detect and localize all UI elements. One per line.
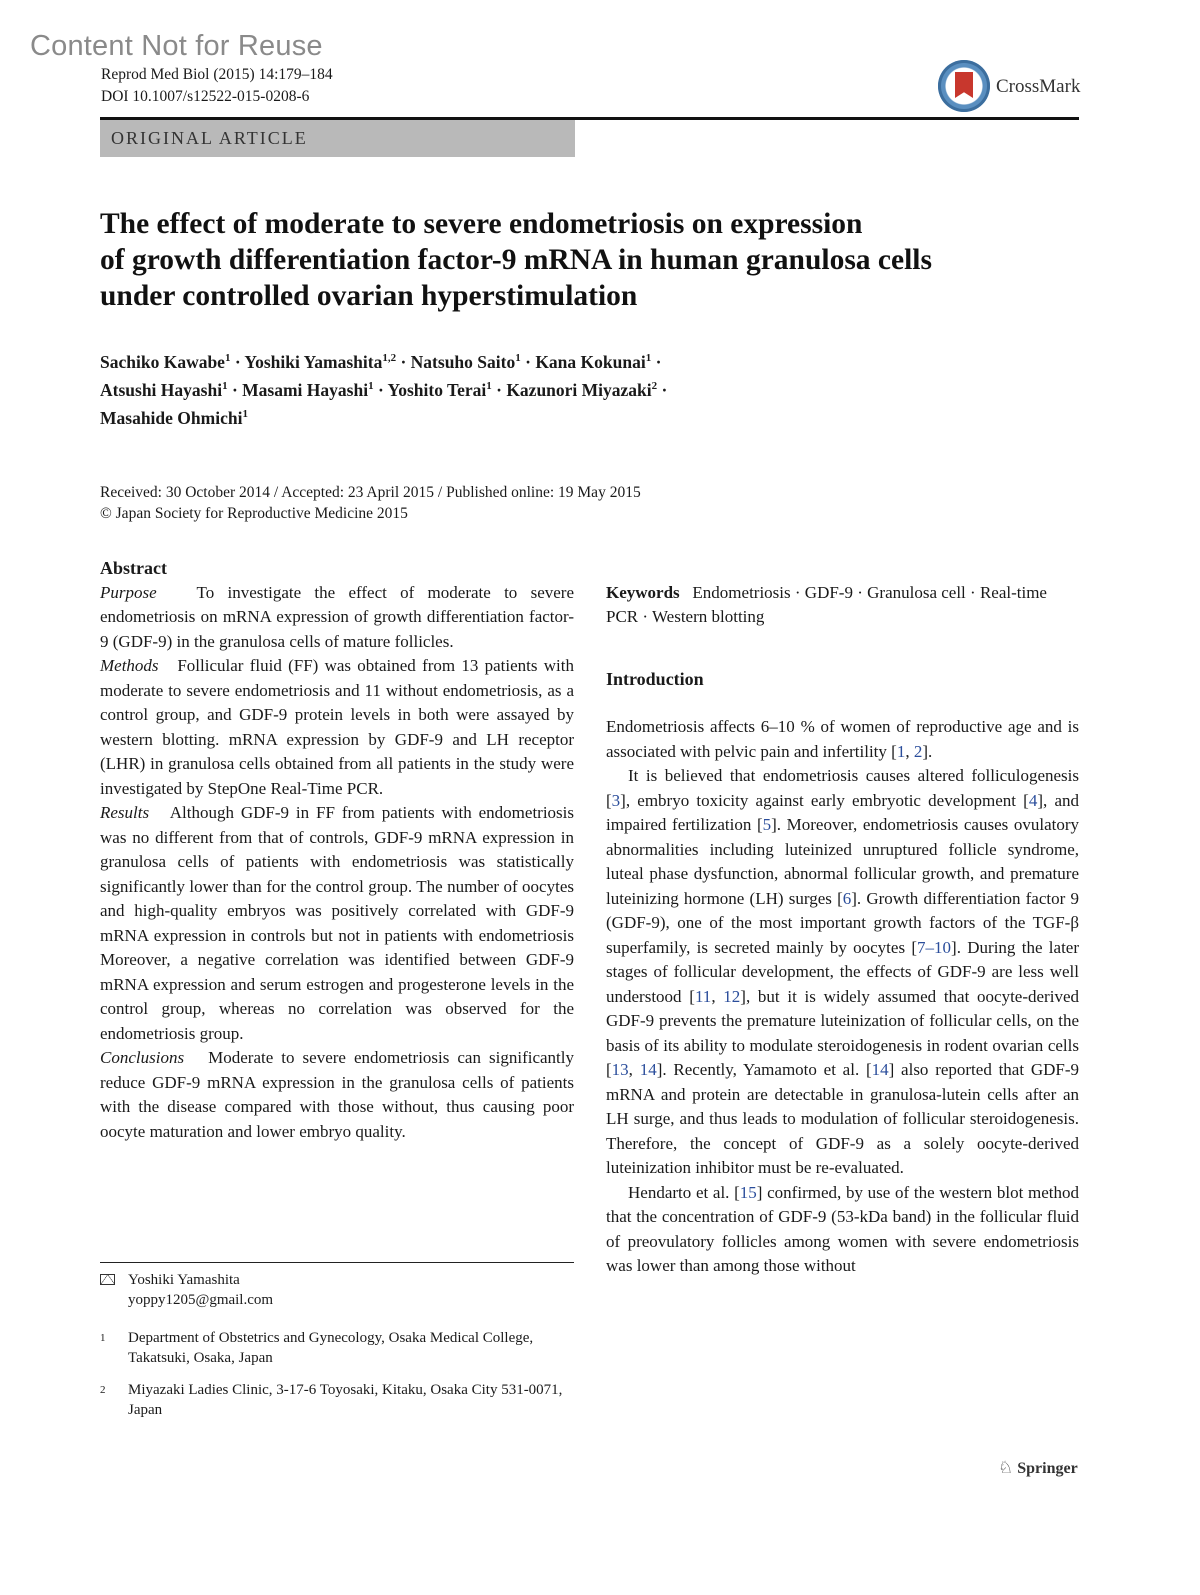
- watermark: Content Not for Reuse: [30, 30, 323, 62]
- author-affiliation: 1: [645, 352, 652, 364]
- author-name: Yoshiki Yamashita: [244, 351, 383, 372]
- citation-link[interactable]: 3: [611, 790, 621, 810]
- introduction-heading: Introduction: [606, 668, 704, 689]
- citation-link[interactable]: 12: [723, 986, 741, 1006]
- intro-paragraph: Hendarto et al. [15] confirmed, by use of the western blot method that the concentration of GDF-9 (53-kDa band) in the follicular fluid of preovulatory follicles among women with severe endometriosis was lower than among those without: [606, 1182, 1079, 1275]
- footnotes: [100, 1270, 574, 1432]
- citation-link[interactable]: 6: [842, 888, 852, 908]
- author-name: Kazunori Miyazaki: [506, 379, 652, 400]
- publisher-name: Springer: [1017, 1460, 1078, 1477]
- article-type-banner: ORIGINAL ARTICLE: [100, 120, 575, 157]
- conclusions-label: Conclusions: [100, 1048, 185, 1067]
- crossmark-badge[interactable]: [938, 60, 1088, 116]
- title-line: of growth differentiation factor-9 mRNA in human granulosa cells: [100, 244, 932, 276]
- affiliation: [100, 1380, 574, 1420]
- results-text: Although GDF-9 in FF from patients with endometriosis was no different from that of controls, GDF-9 mRNA expression in granulosa cells of patients with endometriosis was statistically significantly lower than for the control group. The number of oocytes and high-quality embryos was positively correlated with GDF-9 mRNA expression in controls but not in patients with endometriosis Moreover, a negative correlation was identified between GDF-9 mRNA expression and serum estrogen and progesterone levels in the control group, whereas no correlation was observed for the endometriosis group.: [100, 803, 575, 1043]
- affiliation-text: Department of Obstetrics and Gynecology, Osaka Medical College, Takatsuki, Osaka, Japan: [128, 1330, 534, 1366]
- abstract-purpose: [100, 581, 574, 655]
- author-separator: ·: [651, 351, 662, 372]
- author-affiliation: 1: [224, 352, 231, 364]
- author-separator: ·: [657, 379, 668, 400]
- right-column: [606, 556, 1079, 1279]
- abstract-heading: Abstract: [100, 558, 167, 578]
- corresponding-email[interactable]: yoppy1205@gmail.com: [128, 1292, 274, 1308]
- conclusions-text: Moderate to severe endometriosis can significantly reduce GDF-9 mRNA expression in the granulosa cells of patients with the disease compared with those without, thus causing poor oocyte maturation and lower embryo quality.: [100, 1048, 574, 1141]
- corresponding-author: [100, 1270, 574, 1310]
- springer-horse-icon: ♘: [998, 1458, 1014, 1477]
- crossmark-icon: [938, 60, 990, 112]
- author-name: Kana Kokunai: [535, 351, 646, 372]
- abstract-conclusions: [100, 1046, 574, 1144]
- keywords: [606, 581, 1079, 630]
- citation-link[interactable]: 2: [913, 741, 923, 761]
- abstract-methods: [100, 654, 574, 801]
- affiliation-mark: 2: [100, 1384, 106, 1396]
- citation-link[interactable]: 15: [739, 1182, 757, 1202]
- title-line: under controlled ovarian hyperstimulation: [100, 280, 638, 312]
- author-name: Yoshito Terai: [387, 379, 487, 400]
- copyright: © Japan Society for Reproductive Medicine 2015: [100, 505, 408, 522]
- author-separator: ·: [396, 351, 411, 372]
- crossmark-label: CrossMark: [996, 76, 1081, 97]
- author-separator: ·: [227, 379, 243, 400]
- purpose-text: To investigate the effect of moderate to severe endometriosis on mRNA expression of growth differentiation factor-9 (GDF-9) in the granulosa cells of mature follicles.: [100, 582, 574, 651]
- citation-link[interactable]: 7–10: [917, 937, 952, 957]
- methods-text: Follicular fluid (FF) was obtained from 13 patients with moderate to severe endometriosis and 11 without endometriosis, as a control group, and GDF-9 protein levels in both were assayed by western blotting. mRNA expression by GDF-9 and LH receptor (LHR) in granulosa cells obtained from all patients in the study were investigated by StepOne Real-Time PCR.: [100, 656, 575, 798]
- publisher-logo: [998, 1458, 1078, 1478]
- abstract-results: [100, 801, 574, 1046]
- author-affiliation: 1: [242, 407, 248, 420]
- title-line: The effect of moderate to severe endometriosis on expression: [100, 208, 863, 240]
- intro-paragraph: Endometriosis affects 6–10 % of women of reproductive age and is associated with pelvic pain and infertility [1, 2].: [606, 717, 1079, 761]
- author-affiliation: 1,2: [382, 352, 397, 364]
- results-label: Results: [100, 803, 150, 822]
- affiliation-mark: 1: [100, 1332, 106, 1344]
- author-affiliation: 1: [515, 352, 521, 364]
- author-separator: ·: [373, 379, 388, 400]
- history-dates: Received: 30 October 2014 / Accepted: 23 April 2015 / Published online: 19 May 2015: [100, 484, 641, 501]
- citation-link[interactable]: 11: [694, 986, 712, 1006]
- affiliation-text: Miyazaki Ladies Clinic, 3-17-6 Toyosaki, Kitaku, Osaka City 531-0071, Japan: [128, 1382, 563, 1418]
- article-dates: [100, 482, 641, 524]
- citation-link[interactable]: 5: [762, 815, 772, 834]
- journal-doi[interactable]: DOI 10.1007/s12522-015-0208-6: [101, 88, 310, 105]
- methods-label: Methods: [100, 656, 159, 675]
- author-affiliation: 1: [368, 379, 374, 392]
- citation-link[interactable]: 1: [896, 741, 906, 761]
- author-separator: ·: [230, 351, 245, 372]
- citation-link[interactable]: 13: [611, 1060, 629, 1079]
- envelope-icon: [100, 1270, 128, 1310]
- author-list: [100, 346, 1060, 429]
- author-name: Natsuho Saito: [410, 351, 516, 372]
- author-name: Masahide Ohmichi: [100, 407, 243, 428]
- citation-link[interactable]: 14: [871, 1060, 889, 1079]
- keywords-text: Endometriosis · GDF-9 · Granulosa cell · Real-time PCR · Western blotting: [606, 582, 1047, 626]
- author-affiliation: 1: [486, 379, 492, 392]
- left-column: [100, 556, 574, 1144]
- author-name: Masami Hayashi: [242, 379, 369, 400]
- intro-paragraph: It is believed that endometriosis causes altered folliculogenesis [3], embryo toxicity against early embryotic development [4], and impaired fertilization [5]. Moreover, endometriosis causes ovulatory abnormalities including luteinized unruptured follicle syndrome, luteal phase dysfunction, abnormal follicular growth, and premature luteinizing hormone (LH) surges [6]. Growth differentiation factor 9 (GDF-9), one of the most important growth factors of the TGF-β superfamily, is secreted mainly by oocytes [7–10]. During the later stages of follicular development, the effects of GDF-9 are less well understood [11, 12], but it is widely assumed that oocyte-derived GDF-9 prevents the premature luteinization of follicular cells, on the basis of its ability to modulate steroidogenesis in rodent ovarian cells [13, 14]. Recently, Yamamoto et al. [14] also reported that GDF-9 mRNA and protein are detectable in granulosa-lutein cells after an LH surge, and thus leads to modulation of follicular steroidogenesis. Therefore, the concept of GDF-9 as a solely oocyte-derived luteinization inhibitor must be re-evaluated.: [606, 766, 1080, 1177]
- purpose-label: Purpose: [100, 582, 157, 602]
- author-affiliation: 2: [651, 379, 658, 392]
- footnote-rule: [100, 1262, 574, 1263]
- author-affiliation: 1: [222, 379, 228, 392]
- author-name: Sachiko Kawabe: [100, 351, 225, 372]
- citation-link[interactable]: 14: [639, 1060, 657, 1079]
- corresponding-name: Yoshiki Yamashita: [128, 1272, 240, 1288]
- author-separator: ·: [491, 379, 507, 400]
- article-title: [100, 206, 1060, 314]
- author-name: Atsushi Hayashi: [100, 379, 223, 400]
- journal-info: [101, 64, 333, 108]
- keywords-label: Keywords: [606, 582, 680, 602]
- citation-link[interactable]: 4: [1028, 790, 1038, 810]
- journal-citation: Reprod Med Biol (2015) 14:179–184: [101, 66, 333, 83]
- author-separator: ·: [520, 351, 536, 372]
- affiliation: [100, 1328, 574, 1368]
